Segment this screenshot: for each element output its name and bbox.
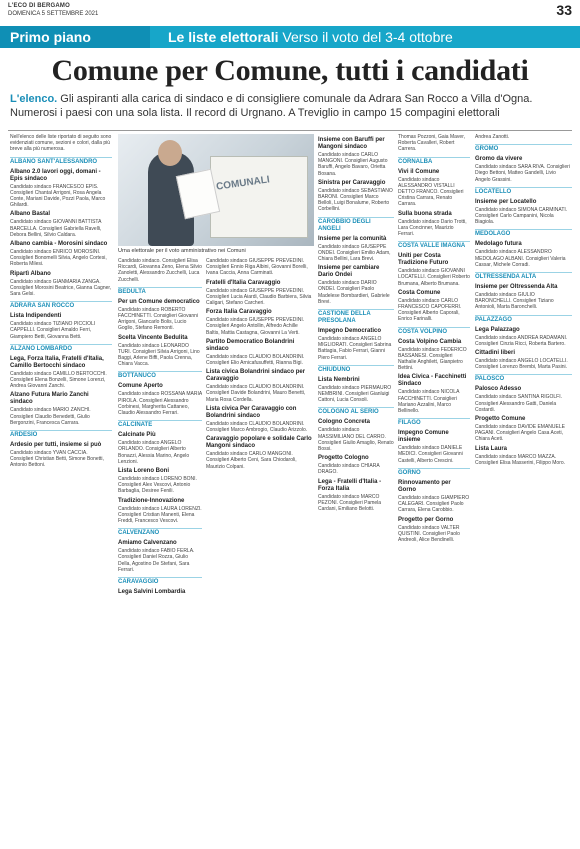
ballot-box-label: COMUNALI <box>215 174 271 193</box>
section-label: Primo piano <box>0 26 150 48</box>
list-name: Idea Civica - Facchinetti Sindaco <box>398 374 467 388</box>
list-name: Partito Democratico Bolandrini sindaco <box>206 338 295 352</box>
town-heading: ALBANO SANT'ALESSANDRO <box>10 157 112 166</box>
list-name: Insieme per Oltressenda Alta <box>475 284 558 291</box>
list-name: Insieme per la comunità <box>318 235 387 242</box>
intro-text: Nell'elenco delle liste riportato di seguito sono evidenziati comune, sezioni e colori, dalla più breve alla più numerosa. <box>10 134 112 153</box>
candidates: Candidato sindaco GIUSEPPE PREVEDINI. Consiglieri Angelo Antollin, Alfredo Achille Baltis, Mattia Castagna, Giovanni La Verti. <box>206 317 305 336</box>
photo-caption: Urna elettorale per il voto amministrativo nei Comuni <box>118 248 246 254</box>
candidates: Candidato sindaco ANGELO ORLANDO. Consiglieri Alberto Bonazzi, Alessia Marino, Angelo Lenzioni. <box>118 440 190 465</box>
town-heading: CAROBBIO DEGLI ANGELI <box>318 217 394 233</box>
list-name: Albano cambia - Morosini sindaco <box>10 241 108 248</box>
candidates: Candidato sindaco LEONARDO TURI. Consiglieri Silvia Arrigoni, Lino Baggi, Arlene Biffi, Paola Crenna, Chiara Vacca. <box>118 342 200 368</box>
candidates: Candidato sindaco TIZIANO PICCIOLI CAPPELLI. Consiglieri Amaldo Ferri, Giampiero Betti, Giovanna Betti. <box>10 321 96 340</box>
town-heading: COSTA VOLPINO <box>398 327 470 336</box>
town-heading: ADRARA SAN ROCCO <box>10 301 112 310</box>
candidates: Candidato sindaco SIMONA CARMINATI. Consiglieri Carlo Campanini, Nicola Biagiola. <box>475 206 568 226</box>
candidates: Candidato sindaco ANGELO LOCATELLI. Consiglieri Lorenzo Brembi, Marta Pasini. <box>475 358 568 371</box>
town-heading: OLTRESSENDA ALTA <box>475 272 572 281</box>
list-name: Insieme con Baruffi per Mangoni sindaco <box>318 137 385 150</box>
candidates: Candidato sindaco SANTINA RIGOLFI. Consiglieri Alessandro Gatti, Daniela Costardi. <box>475 394 562 413</box>
candidates: Candidato sindaco GIUSEPPE PREVEDINI. Consiglieri Ennio Riga Albini, Giovanni Borelli, Ivana Caccia, Anna Carminati. <box>206 258 308 277</box>
list-name: Calcinate Più <box>118 432 156 439</box>
ballot-box-photo <box>118 134 314 246</box>
list-name: Caravaggio popolare e solidale Carlo Mangoni sindaco <box>206 436 312 450</box>
list-name: Lista Loreno Boni <box>118 468 169 475</box>
candidates: Andrea Zanotti. <box>475 134 510 140</box>
candidates: Candidato sindaco LAURA LORENZI. Consiglieri Cristian Manenti, Elena Freddi, Francesco Vescovi. <box>118 505 202 525</box>
town-heading: BOTTANUCO <box>118 371 202 380</box>
candidates: Candidato sindaco FABIO FERLA. Consiglieri Daniel Rozza, Giulio Della, Agostino De Stefani, Sara Ferrari. <box>118 548 195 573</box>
column-5 <box>398 134 470 842</box>
candidates: Candidato sindaco GIAMPIERO CALEGARI. Consiglieri Paolo Carrara, Elena Carobbio. <box>398 494 470 514</box>
candidates: Candidato sindaco CAMILLO BERTOCCHI. Consiglieri Elena Bonzelli, Simone Lorenzi, Andrea Giovanni Zanchi. <box>10 370 107 390</box>
town-heading: CALVENZANO <box>118 528 202 537</box>
candidates: Candidato sindaco ROBERTO FACCHINETTI. Consiglieri Giovanni Arrigoni, Giancarlo Bolis, Lucio Goglio, Stefano Remonti. <box>118 306 199 332</box>
list-name: Lega Salvini Lombardia <box>118 589 186 596</box>
candidates: Candidato sindaco FRANCESCO EPIS. Consiglieri Chantal Arrigoni, Rosa Angela Conte, Mariani Davide, Pozzi Paola, Marco Ghilardi. <box>10 183 106 209</box>
candidates: Candidato sindaco DAVIDE EMANUELE PAGANI. Consiglieri Angelo Casa Aceti, Chiara Aceti. <box>475 424 565 443</box>
candidates: Candidato sindaco DANIELE MEDICI. Consiglieri Giovanni Castelli, Alberto Crescini. <box>398 445 463 464</box>
candidates: Candidato sindaco MARIO ZANCHI. Consiglieri Claudio Benedetti, Giulio Bergonzini, Francesca Carrara. <box>10 407 91 426</box>
list-name: Lega Palazzago <box>475 326 520 333</box>
list-name: Lista civica Per Caravaggio con Bolandrini sindaco <box>206 405 297 419</box>
candidates: Candidato sindaco LORENO BONI. Consiglieri Alex Vescovi, Antonio Barbaglia, Desiree Fenili. <box>118 476 197 495</box>
candidates: Candidato sindaco GIULIO BARONCHELLI. Consiglieri Tiziano Antonioli, Marta Baronchelli. <box>475 292 554 311</box>
list-name: Ardesio per tutti, insieme si può <box>10 442 102 449</box>
candidates: Candidato sindaco SEBASTIANO BARONI. Consiglieri Marco Belloli, Luigi Bonalume, Roberto Corbellini. <box>318 187 393 213</box>
candidates: Candidato sindaco CARLO MANGONI. Consiglieri Alberto Ceni, Sara Chiodaroli, Maurizio Colpani. <box>206 451 297 470</box>
list-name: Uniti per Costa Tradizione Futuro <box>398 253 449 267</box>
list-name: Ripartì Albano <box>10 270 51 277</box>
list-name: Progetto per Gorno <box>398 516 454 523</box>
column-3 <box>206 258 312 842</box>
candidates: Candidato sindaco ENRICO MOROSINI. Consiglieri Bonomelli Silvia, Angelo Cortesi, Roberta Milesi. <box>10 249 107 268</box>
list-name: Lista Nembrini <box>318 376 360 383</box>
person-head <box>158 140 182 166</box>
candidates: Candidato sindaco MARCO PEZONI. Consiglieri Pamela Cardani, Emiliano Belotti. <box>318 493 382 513</box>
candidates: Candidato sindaco YVAN CACCIA. Consiglieri Christian Betti, Simone Bonetti, Antonio Bettoni. <box>10 450 104 469</box>
town-heading: COSTA VALLE IMAGNA <box>398 241 470 250</box>
town-heading: FILAGO <box>398 418 470 427</box>
candidates: Candidato sindaco CLAUDIO BOLANDRINI. Consiglieri Davide Bolandrini, Mauro Benetti, Maria Rosa Cordella. <box>206 384 306 403</box>
town-heading: CARAVAGGIO <box>118 577 202 586</box>
list-name: Scelta Vincente Bedulita <box>118 334 188 341</box>
list-name: Alzano Futura Mario Zanchi sindaco <box>10 392 89 406</box>
town-heading: GORNO <box>398 468 470 477</box>
town-heading: ALZANO LOMBARDO <box>10 344 112 353</box>
headline: Comune per Comune, tutti i candidati <box>51 54 529 87</box>
town-heading: CASTIONE DELLA PRESOLANA <box>318 309 394 325</box>
candidates: Candidato sindaco VALTER QUISTINI. Consiglieri Paolo Andreoli, Alice Bendinelli. <box>398 524 460 543</box>
list-name: Tradizione-Innovazione <box>118 497 185 504</box>
list-name: Vivi il Comune <box>398 168 440 175</box>
town-heading: MEDOLAGO <box>475 229 572 238</box>
list-name: Lega, Forza Italia, Fratelli d'Italia, Camillo Bertocchi sindaco <box>10 355 104 369</box>
list-name: Impegno Comune insieme <box>398 430 449 444</box>
candidates: Candidato sindaco ROSSANA MARIA PIROLA. Consiglieri Alessandro Corbinesi, Margherita Cattaneo, Claudio Alessandro Ferrari. <box>118 391 202 417</box>
list-name: Medolago futura <box>475 241 522 248</box>
candidates: Candidato sindaco SARA RIVA. Consiglieri Diego Bettoni, Matteo Gandelli, Livio Angelo Grassini. <box>475 164 570 183</box>
candidates: Candidato sindaco CHIARA DRAGO. <box>318 463 380 476</box>
publication-date: DOMENICA 5 SETTEMBRE 2021 <box>8 11 99 17</box>
column-1 <box>10 134 112 842</box>
lead-text: Gli aspiranti alla carica di sindaco e di consigliere comunale da Adrara San Rocco a Villa d'Ogna. Numerosi i paesi con una sola lista. Il record di Urgnano. A Treviglio in campo 15 compagini elettorali <box>10 93 533 119</box>
list-name: Palosco Adesso <box>475 386 522 393</box>
list-name: Amiamo Calvenzano <box>118 540 177 547</box>
candidates: Candidato sindaco GIUSEPPE ONDEI. Consiglieri Emilio Adam, Chiara Bellini, Lara Brevi. <box>318 243 391 263</box>
candidates: Candidato sindaco ANDREA RADAMANI. Consiglieri Cinzia Ricci, Roberta Bartero. <box>475 334 568 347</box>
list-name: Progetto Comune <box>475 416 526 423</box>
list-name: Lista civica Bolandrini sindaco per Caravaggio <box>206 369 306 383</box>
section-title-bold: Le liste elettorali <box>168 29 279 45</box>
list-name: Insieme per Locatello <box>475 198 537 205</box>
list-name: Per un Comune democratico <box>118 298 200 305</box>
town-heading: CALCINATE <box>118 420 202 429</box>
list-name: Albano 2.0 lavori oggi, domani - Epis sindaco <box>10 168 101 182</box>
list-name: Costa Comune <box>398 289 441 296</box>
candidates: Candidato sindaco CLAUDIO BOLANDRINI. Consiglieri Marco Ambrogio, Claudio Arizzolo. <box>206 420 308 434</box>
ballot-box <box>210 156 308 238</box>
list-name: Lista Indipendenti <box>10 313 62 320</box>
candidates: Candidato sindaco. Consiglieri Elisa Riccardi, Giovanna Zeno, Elena Silvio Zanoletti, Alessandro Zucchelli, Luca Zucchelli. <box>118 258 202 283</box>
town-heading: BEDULTA <box>118 287 202 296</box>
publication-name: L'ECO DI BERGAMO <box>8 3 70 9</box>
list-name: Lega - Fratelli d'Italia - Forza Italia <box>318 478 382 492</box>
list-name: Insieme per cambiare Dario Ondei <box>318 265 380 279</box>
divider <box>8 130 572 131</box>
candidates: Candidato sindaco GIUSEPPE PREVEDINI. Consiglieri Lucia Aiardi, Claudio Barbiera, Silvia Caligari, Stefano Carcheri. <box>206 287 312 307</box>
candidates: Candidato sindaco CLAUDIO BOLANDRINI. Consiglieri Elio Arnicafusuffetti, Rianna Bigi. <box>206 353 305 367</box>
section-title <box>168 26 453 48</box>
list-name: Fratelli d'Italia Caravaggio <box>206 279 281 286</box>
list-name: Progetto Cologno <box>318 455 369 462</box>
town-heading: CHIUDUNO <box>318 365 394 374</box>
candidates: Candidato sindaco NICOLA FACCHINETTI. Consiglieri Mariano Azzalini, Marco Bellinello. <box>398 389 460 415</box>
candidates: Candidato sindaco ALESSANDRO VISTALLI DETTO FRANCO. Consiglieri Cristina Carrara, Renato Carrara. <box>398 176 464 208</box>
candidates: Candidato sindaco FEDERICO BASSANESI. Consiglieri Nathalie Anghilett, Gianpietro Bettini. <box>398 346 467 372</box>
list-name: Lista Laura <box>475 445 508 452</box>
list-name: Gromo da vivere <box>475 156 523 163</box>
town-heading: PALOSCO <box>475 374 572 383</box>
list-name: Cittadini liberi <box>475 350 516 357</box>
list-name: Albano Bastal <box>10 211 51 218</box>
list-name: Sulla buona strada <box>398 210 452 217</box>
list-name: Rinnovamento per Gorno <box>398 479 451 493</box>
town-heading: ARDESIO <box>10 430 112 439</box>
list-name: Forza Italia Caravaggio <box>206 309 272 316</box>
town-heading: GROMO <box>475 144 572 153</box>
town-heading: LOCATELLO <box>475 187 572 196</box>
candidates: Candidato sindaco PIERMAURO NEMBRINI. Consiglieri Gianluigi Cattoni, Lucia Consoli. <box>318 384 392 404</box>
column-6 <box>475 134 572 842</box>
town-heading: PALAZZAGO <box>475 315 572 324</box>
candidates: Candidato sindaco GIOVANNI LOCATELLI. Consiglieri Roberto Brumana, Alberto Brumana. <box>398 268 470 287</box>
section-title-rest: Verso il voto del 3-4 ottobre <box>278 29 453 45</box>
lead-paragraph <box>10 92 570 120</box>
candidates: Candidato sindaco GIANMARIA ZANGA. Consiglieri Morosini Beatrice, Gianna Cagner, Sara Gelsi. <box>10 278 112 298</box>
candidates: Candidato sindaco CARLO MANGONI. Consiglieri Augusto Baruffi, Angelo Bavaro, Orietta Bosana. <box>318 152 388 177</box>
candidates: Candidato sindaco MARCO MAZZA. Consiglieri Elisa Masserini, Filippo Moro. <box>475 453 566 466</box>
list-name: Sinistra per Caravaggio <box>318 179 386 186</box>
candidates: Candidato sindaco ALESSANDRO MEDOLAGO ALBANI. Consiglieri Valeria Cassar, Michele Corradi. <box>475 249 566 268</box>
candidates: Candidato sindaco ANGELO MIGLIORATI. Consiglieri Sabrina Battagia, Fabio Ferrari, Gianni Piero Ferrari. <box>318 336 392 361</box>
lead-label: L'elenco. <box>10 93 58 105</box>
candidates: Candidato sindaco CARLO FRANCESCO CAPOFERRI. Consiglieri Alberto Caporali, Enrico Farinalli. <box>398 297 462 323</box>
list-name: Cologno Concreta <box>318 419 370 426</box>
column-2 <box>118 258 202 842</box>
candidates: Thomas Pozzoni, Gaia Maver, Roberta Cavalleri, Robert Carrera. <box>398 134 465 153</box>
section-header-bar <box>0 26 580 48</box>
town-heading: COLOGNO AL SERIO <box>318 407 394 416</box>
list-name: Comune Aperto <box>118 383 163 390</box>
candidates: Candidato sindaco MASSIMILIANO DEL CARRO. Consiglieri Giulio Amaglio, Renato Bossi. <box>318 427 394 453</box>
candidates: Candidato sindaco DARIO ONDEI. Consiglieri Paolo Madelese Bombardieri, Gabriele Brevi. <box>318 280 390 305</box>
masthead <box>0 0 580 20</box>
list-name: Costa Volpino Cambia <box>398 338 462 345</box>
candidates: Candidato sindaco Dario Trotti, Lara Concinner, Maurizio Ferrari. <box>398 218 467 238</box>
column-4 <box>318 134 394 842</box>
town-heading: CORNALBA <box>398 157 470 166</box>
list-name: Impegno Democratico <box>318 328 382 335</box>
candidates: Candidato sindaco GIOVANNI BATTISTA BARCELLA. Consiglieri Gabriella Ravelli, Debora Bellini, Silvio Caldara. <box>10 219 102 238</box>
page-number: 33 <box>556 2 572 18</box>
